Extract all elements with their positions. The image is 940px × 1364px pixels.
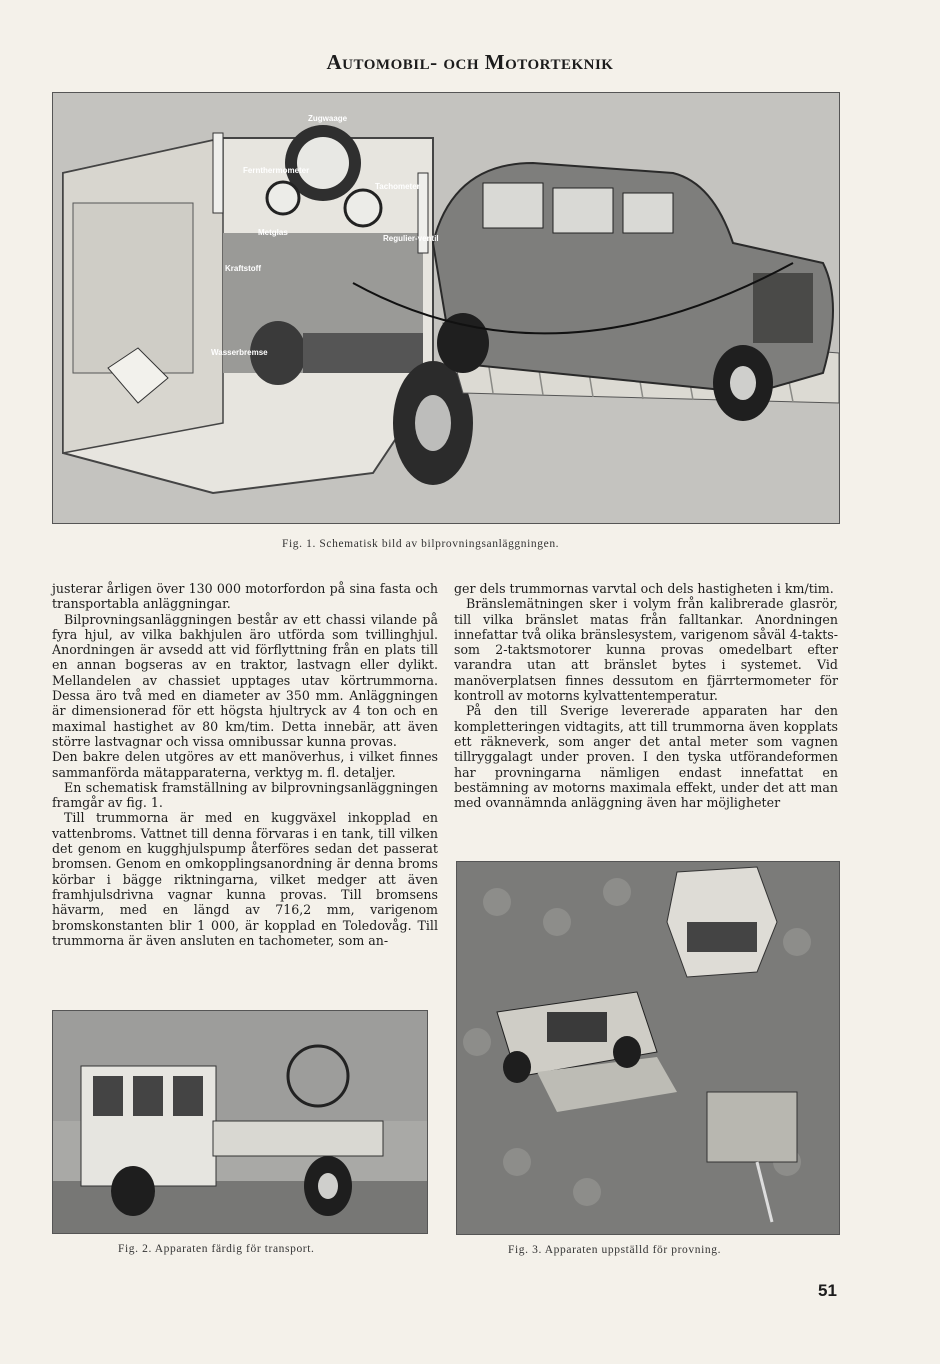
label-metglas: Metglas [258, 228, 288, 237]
paragraph: Bränslemätningen sker i volym från kalibrerade glasrör, till vilka bränslet matas från falltankar. Anordningen innefattar två olika bränslesystem, varigenom såväl 4-takts- som 2-taktsmotorer kunna provas omedelbart efter varandra utan att bränslet bytes i systemet. Vid manöverplatsen finnes dessutom en fjärrtermometer för kontroll av motorns kylvattentemperatur. [454, 596, 838, 704]
page-header-title: Automobil- och Motorteknik [326, 50, 614, 74]
paragraph: På den till Sverige levererade apparaten har den kompletteringen vidtagits, att till trummorna även kopplats ett räkneverk, som anger det antal meter som vagnen tillryggalagt under proven. I den tyska utförandeformen har provningarna nämligen endast innefattat en bestämning av motorns maximala effekt, under det att man med ovannämnda anläggning även har möjligheter [454, 703, 838, 811]
paragraph: justerar årligen över 130 000 motorfordon på sina fasta och transportabla anläggningar. [52, 581, 438, 612]
paragraph: Bilprovningsanläggningen består av ett chassi vilande på fyra hjul, av vilka bakhjulen äro utförda som tvillinghjul. Anordningen är avsedd att vid förflyttning från en plats till en annan bogseras av en traktor, lastvagn eller dylikt. Mellandelen av chassiet upptages utav körtrummorna. Dessa äro två med en diameter av 350 mm. Anläggningen är dimensionerad för ett högsta hjultryck av 4 ton och en maximal hastighet av 80 km/tim. Detta innebär, att även större lastvagnar och vissa omnibussar kunna provas. [52, 611, 438, 749]
label-kraftstoff: Kraftstoff [225, 264, 261, 273]
paragraph: Den bakre delen utgöres av ett manöverhus, i vilket finnes sammanförda mätapparaterna, verktyg m. fl. detaljer. [52, 749, 438, 780]
figure-2-photo [52, 1010, 428, 1234]
page-number: 51 [818, 1281, 837, 1300]
paragraph: ger dels trummornas varvtal och dels hastigheten i km/tim. [454, 581, 834, 596]
label-zugwaage: Zugwaage [308, 114, 348, 123]
figure-3-photo [456, 861, 840, 1235]
figure-3-caption: Fig. 3. Apparaten uppställd för provning. [508, 1244, 722, 1256]
left-column-text [52, 581, 438, 948]
label-regulierventil: Regulier-ventil [383, 234, 439, 243]
figure-2-caption: Fig. 2. Apparaten färdig för transport. [118, 1243, 315, 1255]
figure-1-caption: Fig. 1. Schematisk bild av bilprovningsanläggningen. [282, 538, 560, 550]
paragraph: Till trummorna är med en kuggväxel inkopplad en vattenbroms. Vattnet till denna förvaras i en tank, till vilken det genom en kugghjulspump återföres sedan det passerat bromsen. Genom en omkopplingsanordning är denna broms körbar i bägge riktningarna, vilket medger att även framhjulsdrivna vagnar kunna provas. Till bromsens hävarm, med en längd av 716,2 mm, varigenom bromskonstanten blir 1 000, är kopplad en Toledovåg. Till trummorna är även ansluten en tachometer, som an- [52, 810, 438, 948]
label-wasserbremse: Wasserbremse [211, 348, 268, 357]
right-column-text [454, 581, 838, 810]
label-fernthermometer: Fernthermometer [243, 166, 310, 175]
label-tachometer: Tachometer [375, 182, 420, 191]
paragraph: En schematisk framställning av bilprovningsanläggningen framgår av fig. 1. [52, 779, 438, 811]
figure-1-illustration [52, 92, 840, 524]
